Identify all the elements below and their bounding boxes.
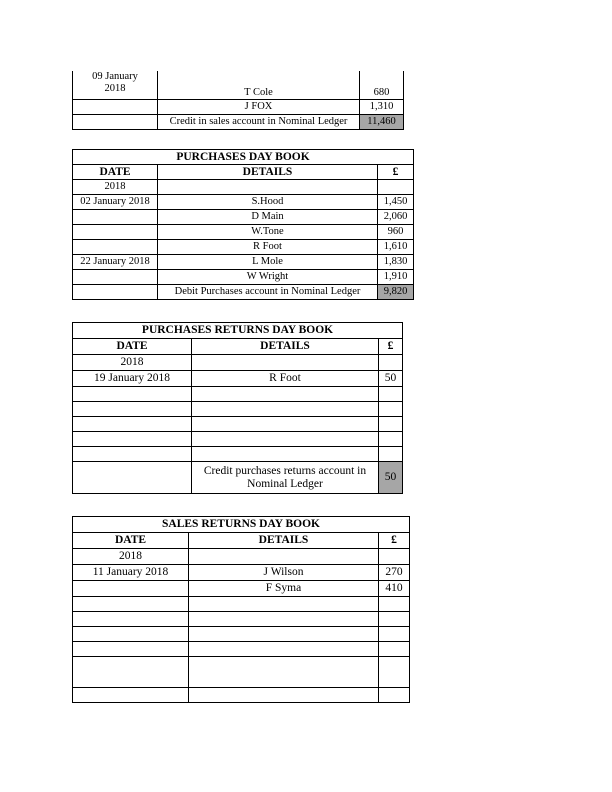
amount-cell: 680 [360,71,404,99]
table-title: PURCHASES DAY BOOK [73,150,414,165]
date-header: DATE [73,339,192,355]
date-cell [73,285,158,300]
sales-returns-day-book [72,516,410,703]
date-cell [73,114,158,129]
date-cell [73,99,158,114]
details-cell: W Wright [158,270,378,285]
table-row [73,387,403,402]
year-cell: 2018 [73,355,192,371]
details-header: DETAILS [192,339,379,355]
amount-header: £ [379,339,403,355]
total-row [73,285,414,300]
table-row [73,402,403,417]
purchases-day-book [72,149,414,300]
year-row [73,180,414,195]
details-cell: T Cole [158,71,360,99]
year-cell: 2018 [73,180,158,195]
total-amount: 9,820 [378,285,414,300]
date-cell [73,210,158,225]
amount-header: £ [378,165,414,180]
table-title: SALES RETURNS DAY BOOK [73,517,410,533]
date-cell: 09 January 2018 [73,71,158,99]
table-row [73,225,414,240]
amount-cell: 1,610 [378,240,414,255]
details-cell: J FOX [158,99,360,114]
header-row [73,165,414,180]
table-row [73,255,414,270]
table-row [73,597,410,612]
total-row [73,462,403,494]
amount-cell: 410 [379,581,410,597]
details-cell: R Foot [192,371,379,387]
table-row [73,195,414,210]
table-row [73,688,410,703]
table-row [73,565,410,581]
table-row [73,612,410,627]
header-row [73,533,410,549]
total-label: Debit Purchases account in Nominal Ledger [158,285,378,300]
header-row [73,339,403,355]
table-row [73,417,403,432]
details-cell: L Mole [158,255,378,270]
amount-cell: 960 [378,225,414,240]
date-cell [73,225,158,240]
date-cell [73,240,158,255]
amount-cell: 1,310 [360,99,404,114]
details-cell: S.Hood [158,195,378,210]
total-row [73,114,404,129]
total-amount: 50 [379,462,403,494]
details-header: DETAILS [158,165,378,180]
table-row [73,71,404,99]
table-row [73,371,403,387]
table-title: PURCHASES RETURNS DAY BOOK [73,323,403,339]
amount-cell: 1,910 [378,270,414,285]
date-header: DATE [73,533,189,549]
details-cell: J Wilson [189,565,379,581]
amount-cell: 2,060 [378,210,414,225]
total-amount: 11,460 [360,114,404,129]
details-header: DETAILS [189,533,379,549]
details-cell: F Syma [189,581,379,597]
table-row [73,270,414,285]
table-row [73,581,410,597]
table-row [73,99,404,114]
table-row [73,240,414,255]
table-row [73,642,410,657]
table-row [73,657,410,688]
year-row [73,549,410,565]
details-cell: R Foot [158,240,378,255]
details-cell: W.Tone [158,225,378,240]
sales-day-book-continued [72,71,404,130]
date-cell: 11 January 2018 [73,565,189,581]
table-row [73,432,403,447]
total-label: Credit purchases returns account in Nominal Ledger [192,462,379,494]
table-row [73,210,414,225]
year-cell: 2018 [73,549,189,565]
amount-header: £ [379,533,410,549]
table-row [73,447,403,462]
date-cell [73,270,158,285]
date-cell [73,581,189,597]
purchases-returns-day-book [72,322,403,494]
amount-cell: 50 [379,371,403,387]
amount-cell: 1,830 [378,255,414,270]
amount-cell: 1,450 [378,195,414,210]
date-cell: 22 January 2018 [73,255,158,270]
details-cell: D Main [158,210,378,225]
table-row [73,627,410,642]
date-cell: 02 January 2018 [73,195,158,210]
date-cell: 19 January 2018 [73,371,192,387]
total-label: Credit in sales account in Nominal Ledger [158,114,360,129]
amount-cell: 270 [379,565,410,581]
year-row [73,355,403,371]
date-header: DATE [73,165,158,180]
